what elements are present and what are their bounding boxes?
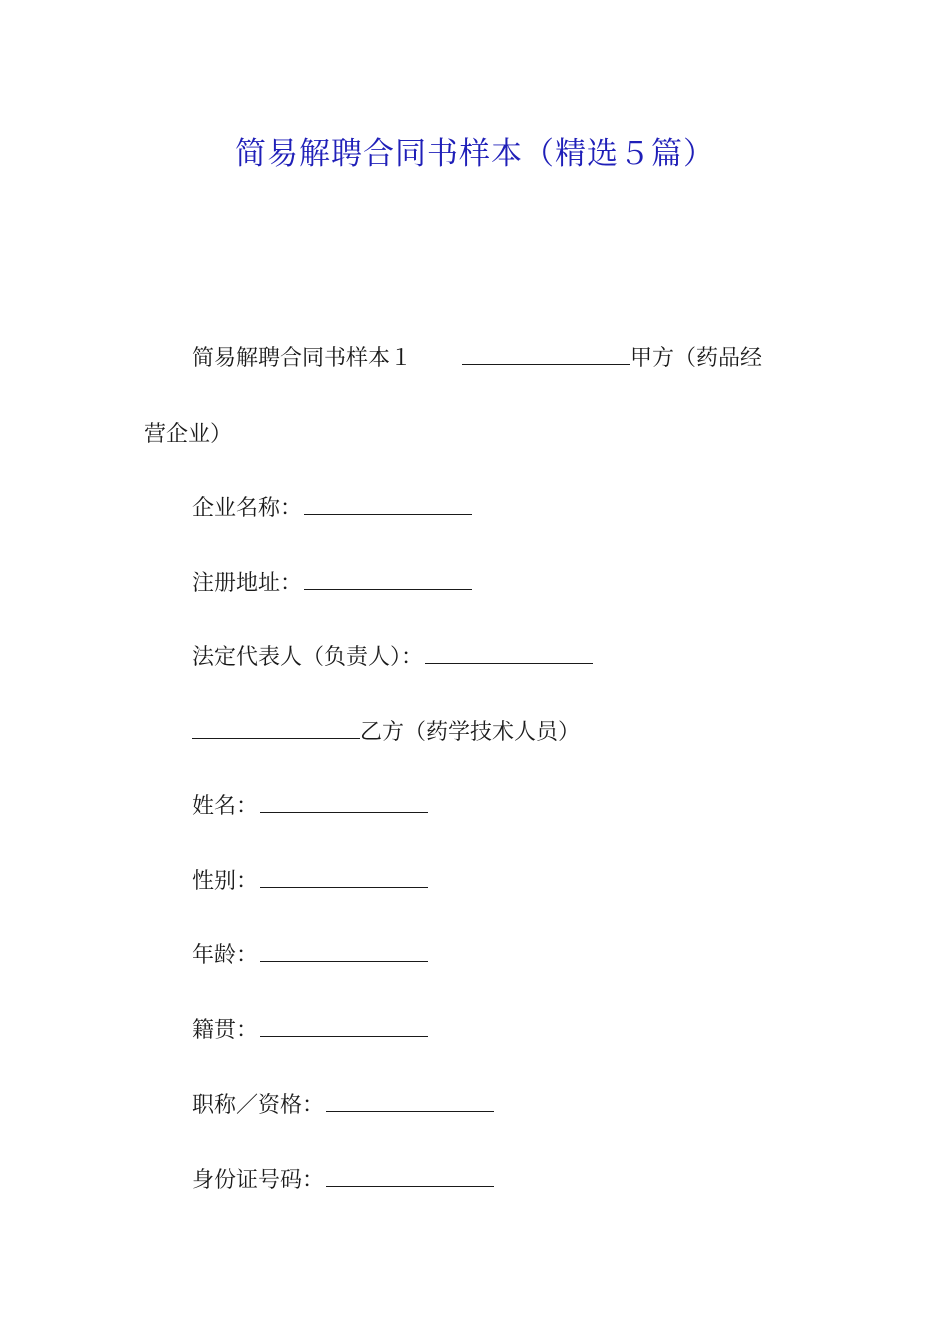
- blank-line: [192, 718, 360, 739]
- field-name: [192, 792, 428, 822]
- field-label: 注册地址：: [192, 571, 303, 596]
- party-b-label: 乙方（药学技术人员）: [360, 720, 581, 745]
- field-native-place: [192, 1016, 428, 1046]
- blank-line: [462, 344, 630, 365]
- field-label: 籍贯：: [192, 1018, 259, 1043]
- field-label: 身份证号码：: [192, 1168, 325, 1193]
- document-title: 简易解聘合同书样本（精选５篇）: [235, 136, 715, 172]
- blank-line: [304, 569, 472, 590]
- party-a-label-continued: 营企业）: [144, 422, 233, 447]
- blank-line: [260, 867, 428, 888]
- field-label: 职称／资格：: [192, 1093, 325, 1118]
- field-gender: [192, 867, 428, 897]
- blank-line: [304, 494, 472, 515]
- blank-line: [260, 792, 428, 813]
- section-heading-line: [192, 344, 762, 374]
- blank-line: [260, 1016, 428, 1037]
- field-company-name: [192, 494, 472, 524]
- field-label: 姓名：: [192, 794, 259, 819]
- party-b-line: [192, 718, 580, 748]
- section-heading: 简易解聘合同书样本１: [192, 346, 413, 371]
- field-title-qualification: [192, 1091, 494, 1121]
- field-registered-address: [192, 569, 472, 599]
- field-label: 年龄：: [192, 943, 259, 968]
- blank-line: [260, 941, 428, 962]
- field-label: 性别：: [192, 869, 259, 894]
- party-a-label: 甲方（药品经: [630, 346, 763, 371]
- blank-line: [425, 643, 593, 664]
- field-legal-representative: [192, 643, 593, 673]
- blank-line: [326, 1091, 494, 1112]
- field-label: 企业名称：: [192, 496, 303, 521]
- field-label: 法定代表人（负责人）：: [192, 645, 424, 670]
- field-id-number: [192, 1166, 494, 1196]
- field-age: [192, 941, 428, 971]
- blank-line: [326, 1166, 494, 1187]
